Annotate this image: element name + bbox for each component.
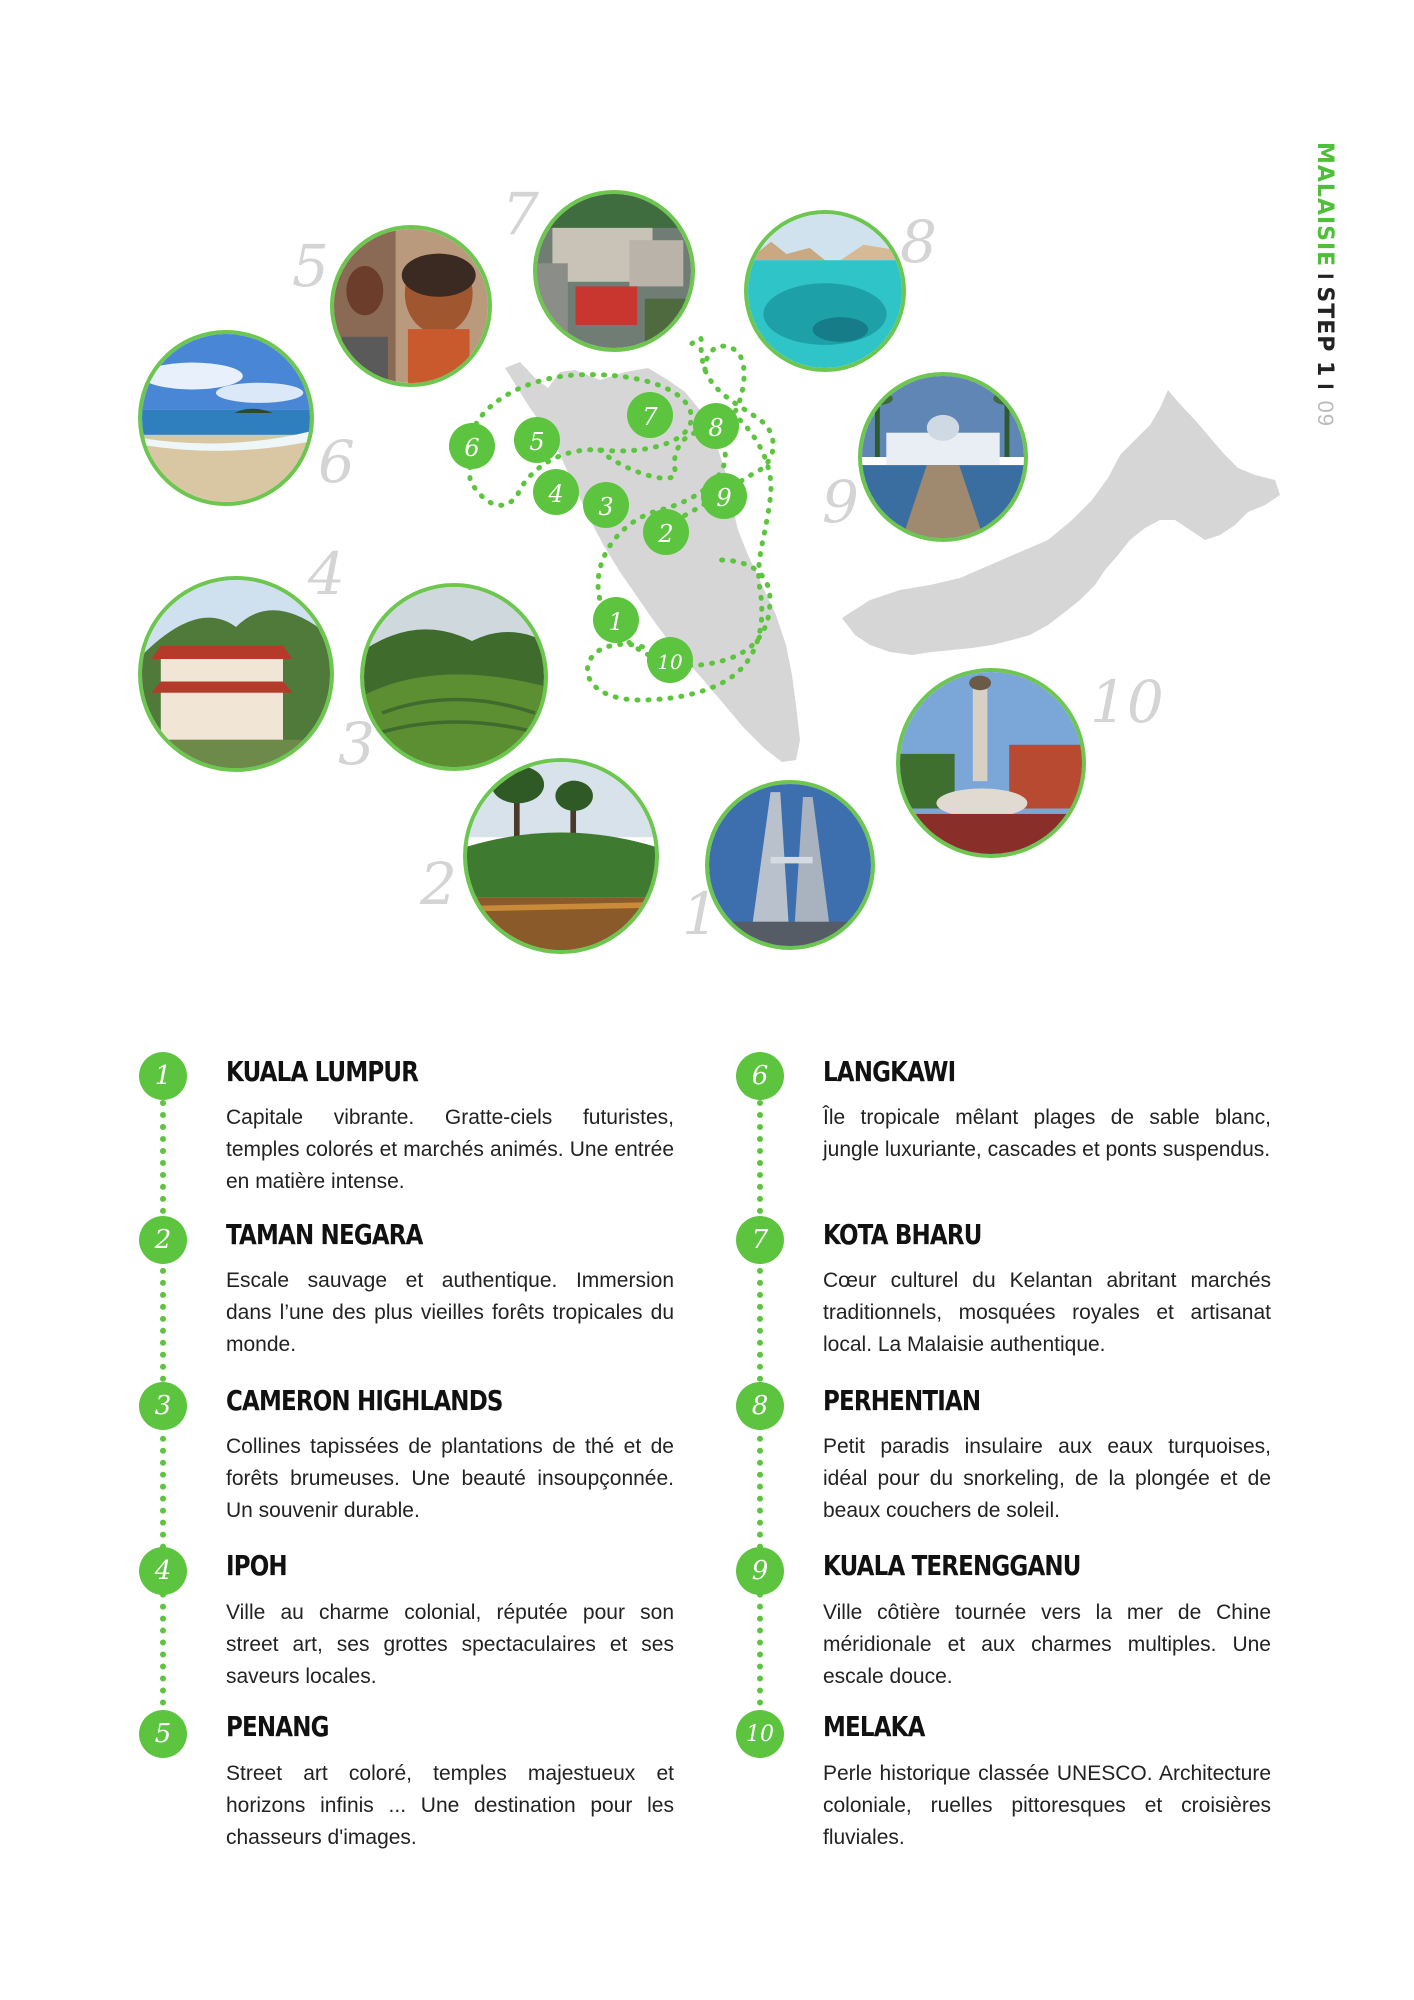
photo-number-4: 4 bbox=[308, 540, 345, 608]
badge-2: 2 bbox=[139, 1216, 187, 1264]
badge-10: 10 bbox=[736, 1710, 784, 1758]
dest-title-kota-bharu: KOTA BHARU bbox=[823, 1218, 982, 1251]
photo-terengganu-mosque bbox=[858, 372, 1028, 542]
photo-penang-street-art bbox=[330, 225, 492, 387]
map-stop-1 bbox=[593, 597, 639, 643]
map-stop-9 bbox=[701, 473, 747, 519]
dest-title-kuala-lumpur: KUALA LUMPUR bbox=[226, 1055, 419, 1088]
dest-title-taman-negara: TAMAN NEGARA bbox=[226, 1218, 423, 1251]
dest-desc-kota-bharu: Cœur culturel du Kelantan abritant marchés traditionnels, mosquées royales et artisanat local. La Malaisie authentique. bbox=[823, 1269, 1271, 1356]
map-stop-7 bbox=[627, 392, 673, 438]
map-stop-label: 7 bbox=[642, 403, 658, 431]
map-stop-label: 3 bbox=[598, 493, 614, 521]
photo-cameron-tea-hills bbox=[360, 583, 548, 771]
photo-number-3: 3 bbox=[338, 710, 375, 778]
photo-taman-negara-rainforest bbox=[463, 758, 659, 954]
map-stop-4 bbox=[533, 469, 579, 515]
dest-title-melaka: MELAKA bbox=[823, 1710, 925, 1743]
badge-6: 6 bbox=[736, 1052, 784, 1100]
dest-title-ipoh: IPOH bbox=[226, 1549, 287, 1582]
map-stop-label: 8 bbox=[708, 414, 724, 442]
separator-2: I bbox=[1313, 383, 1338, 391]
dest-desc-perhentian: Petit paradis insulaire aux eaux turquoises, idéal pour du snorkeling, de la plongée et de beaux couchers de soleil. bbox=[823, 1435, 1271, 1522]
map-stop-label: 10 bbox=[657, 650, 683, 674]
photo-kota-bharu-town bbox=[533, 190, 695, 352]
page-number: 09 bbox=[1313, 400, 1338, 427]
map-stop-label: 1 bbox=[608, 608, 624, 636]
dest-desc-taman-negara: Escale sauvage et authentique. Immersion dans l’une des plus vieilles forêts tropicales du monde. bbox=[226, 1269, 674, 1356]
photo-kl-petronas-towers bbox=[705, 780, 875, 950]
dest-desc-langkawi: Île tropicale mêlant plages de sable blanc, jungle luxuriante, cascades et ponts suspendus. bbox=[823, 1106, 1271, 1161]
badge-1: 1 bbox=[139, 1052, 187, 1100]
map-stop-8 bbox=[693, 403, 739, 449]
photo-number-6: 6 bbox=[318, 428, 355, 496]
badge-9: 9 bbox=[736, 1547, 784, 1595]
photo-ipoh-temple bbox=[138, 576, 334, 772]
map-stop-label: 9 bbox=[716, 484, 732, 512]
photo-number-1: 1 bbox=[682, 880, 719, 948]
map-stop-6 bbox=[449, 423, 495, 469]
dest-desc-penang: Street art coloré, temples majestueux et horizons infinis ... Une destination pour les chasseurs d'images. bbox=[226, 1762, 674, 1849]
map-stop-2 bbox=[643, 509, 689, 555]
map-stop-10 bbox=[647, 637, 693, 683]
itinerary-map bbox=[0, 0, 1414, 980]
badge-3: 3 bbox=[139, 1382, 187, 1430]
badge-8: 8 bbox=[736, 1382, 784, 1430]
country-title: MALAISIE bbox=[1312, 142, 1337, 268]
dest-desc-ipoh: Ville au charme colonial, réputée pour son street art, ses grottes spectaculaires et ses saveurs locales. bbox=[226, 1601, 674, 1688]
badge-5: 5 bbox=[139, 1710, 187, 1758]
photo-number-5: 5 bbox=[292, 232, 329, 300]
separator: I bbox=[1313, 273, 1338, 281]
dest-title-perhentian: PERHENTIAN bbox=[823, 1384, 981, 1417]
photo-number-8: 8 bbox=[900, 208, 937, 276]
dest-title-langkawi: LANGKAWI bbox=[823, 1055, 956, 1088]
map-stop-label: 5 bbox=[529, 428, 545, 456]
photo-number-2: 2 bbox=[420, 850, 457, 918]
dest-desc-kuala-terengganu: Ville côtière tournée vers la mer de Chine méridionale et aux charmes multiples. Une escale douce. bbox=[823, 1601, 1271, 1688]
badge-4: 4 bbox=[139, 1547, 187, 1595]
badge-7: 7 bbox=[736, 1216, 784, 1264]
photo-number-7: 7 bbox=[502, 180, 539, 248]
map-stop-5 bbox=[514, 417, 560, 463]
map-stop-label: 4 bbox=[548, 480, 564, 508]
photo-langkawi-beach bbox=[138, 330, 314, 506]
dest-title-penang: PENANG bbox=[226, 1710, 329, 1743]
step-label: STEP 1 bbox=[1312, 286, 1337, 378]
photo-number-10: 10 bbox=[1090, 668, 1164, 736]
dest-desc-melaka: Perle historique classée UNESCO. Architecture coloniale, ruelles pittoresques et croisières fluviales. bbox=[823, 1762, 1271, 1849]
dest-title-cameron-highlands: CAMERON HIGHLANDS bbox=[226, 1384, 503, 1417]
photo-number-9: 9 bbox=[822, 468, 859, 536]
map-stop-label: 2 bbox=[658, 520, 674, 548]
dest-title-kuala-terengganu: KUALA TERENGGANU bbox=[823, 1549, 1081, 1582]
map-stop-label: 6 bbox=[464, 434, 480, 462]
dest-desc-kuala-lumpur: Capitale vibrante. Gratte-ciels futuristes, temples colorés et marchés animés. Une entrée en matière intense. bbox=[226, 1106, 674, 1193]
map-stop-3 bbox=[583, 482, 629, 528]
photo-perhentian-island bbox=[744, 210, 906, 372]
photo-melaka-square bbox=[896, 668, 1086, 858]
dest-desc-cameron-highlands: Collines tapissées de plantations de thé et de forêts brumeuses. Une beauté insoupçonnée. Un souvenir durable. bbox=[226, 1435, 674, 1522]
